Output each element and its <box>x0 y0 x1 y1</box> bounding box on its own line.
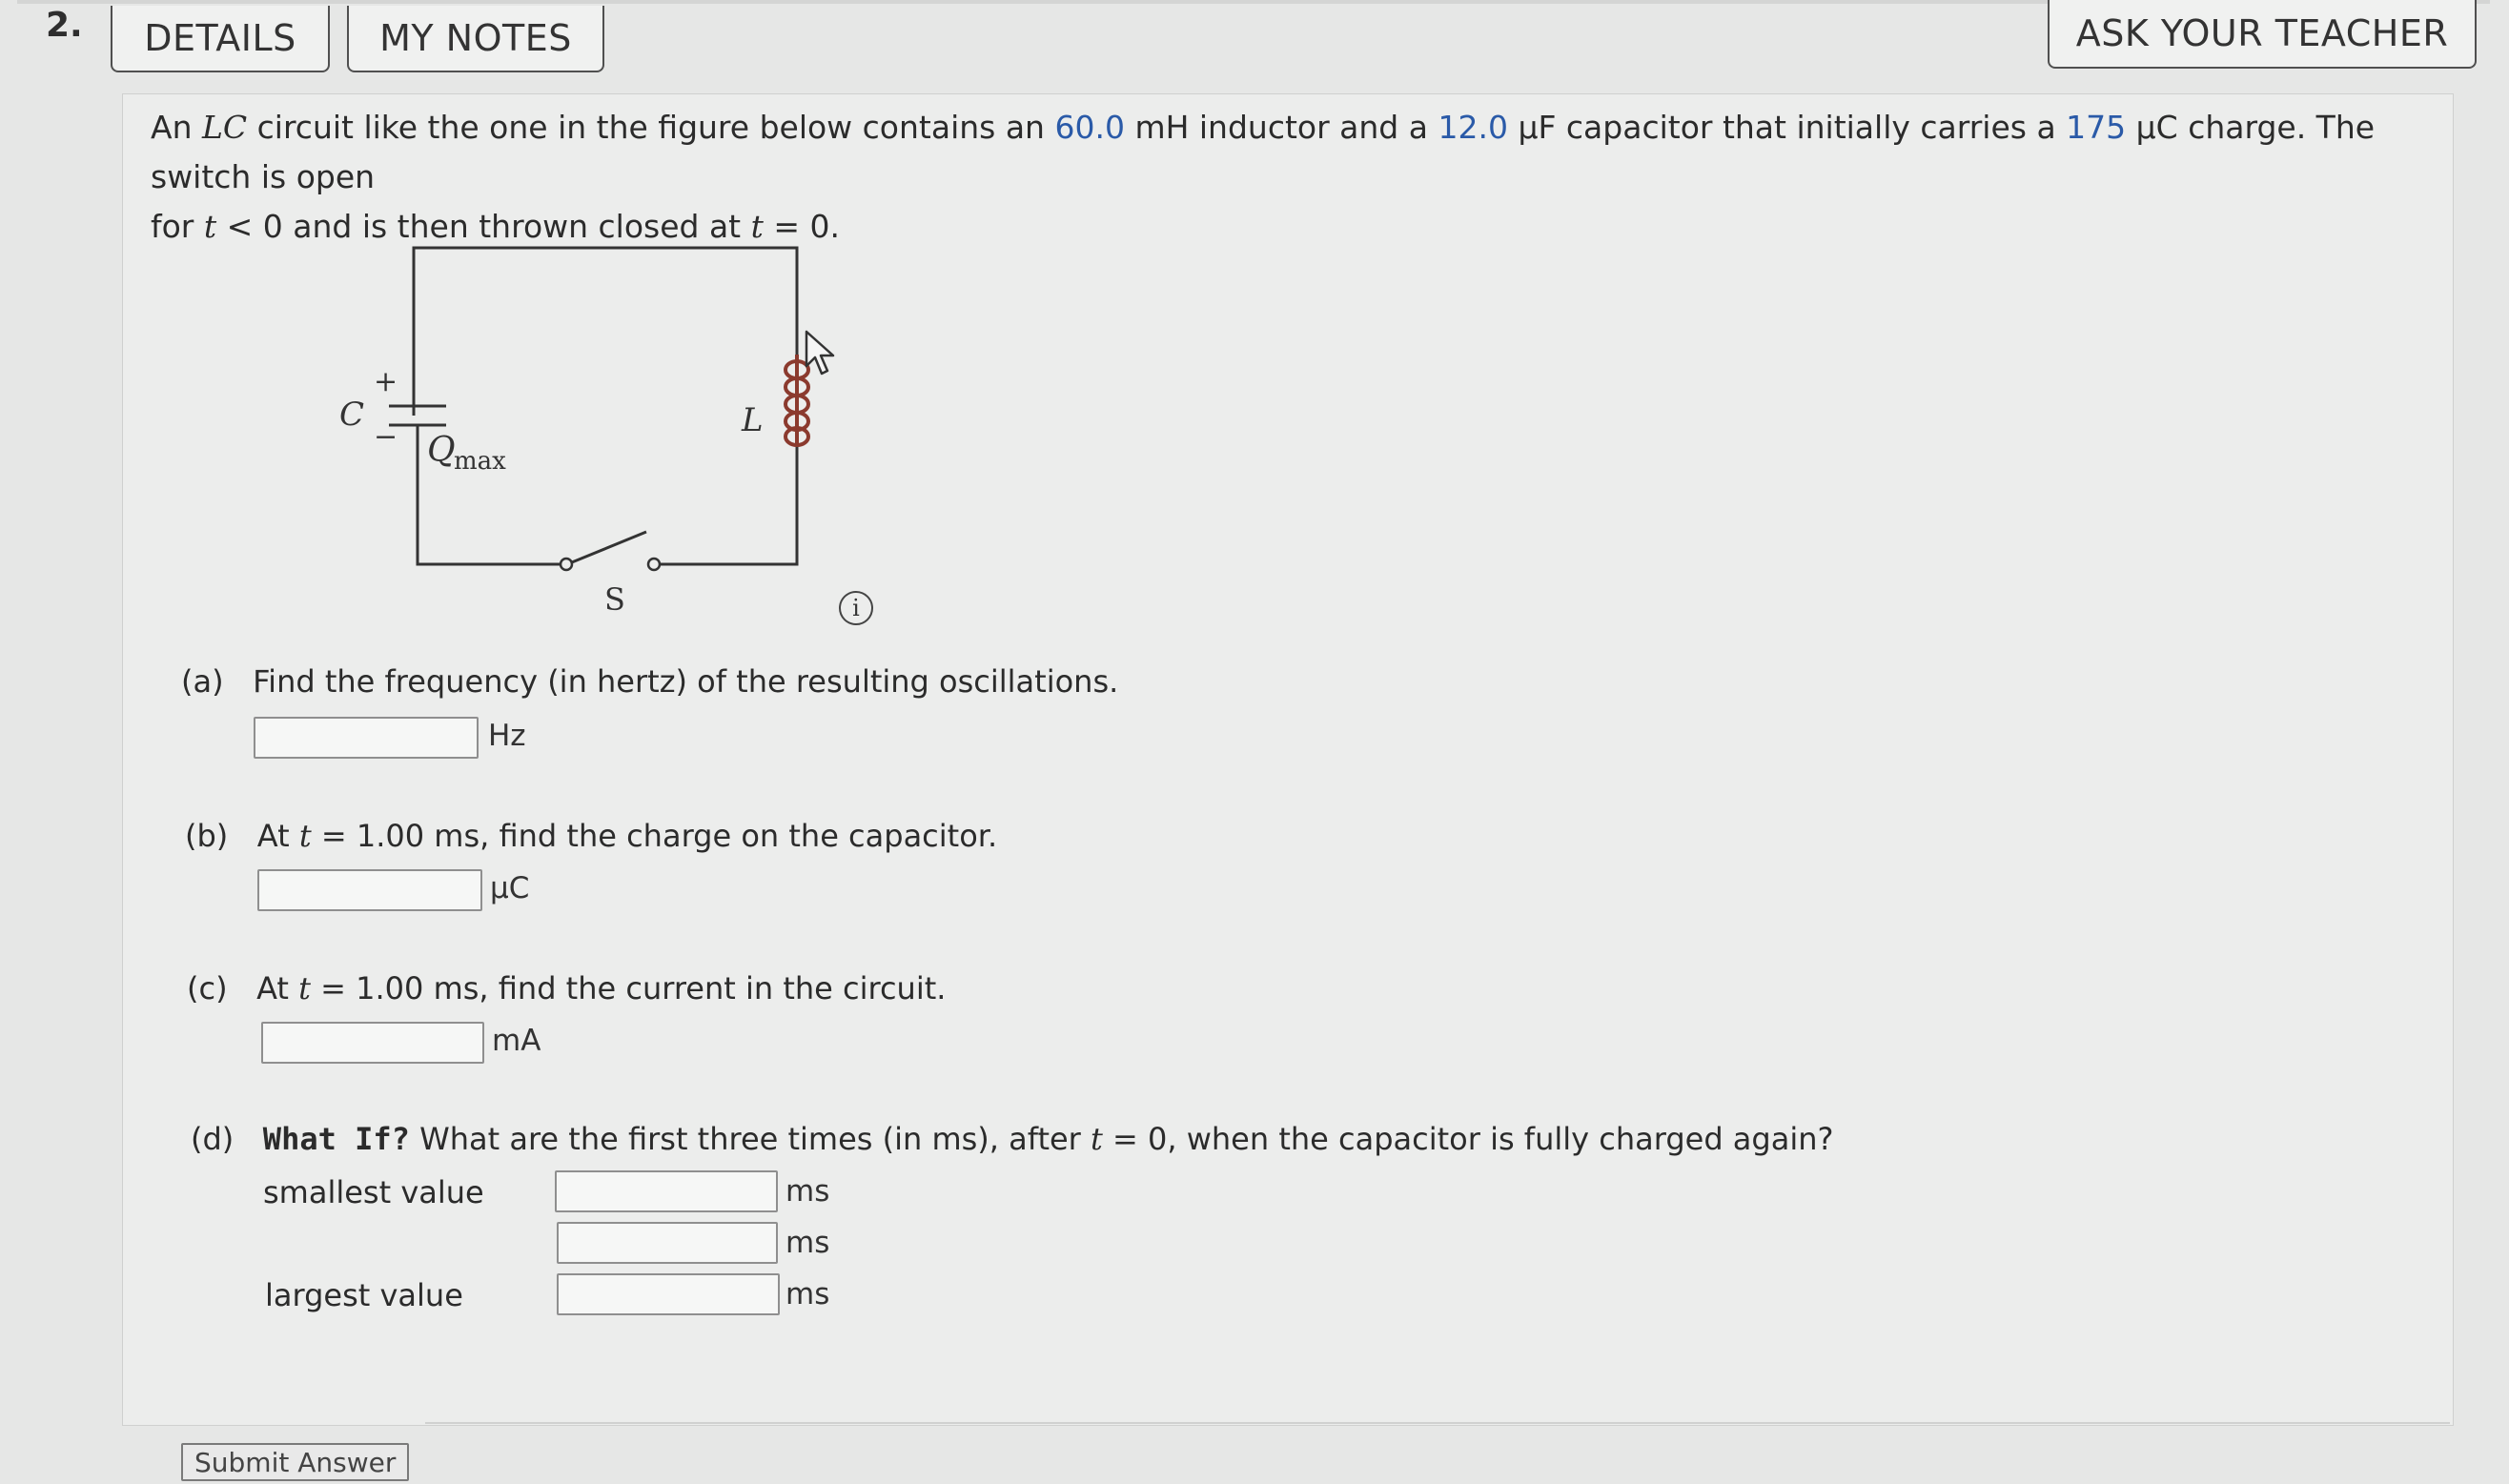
part-d-answer-input-2[interactable] <box>557 1222 778 1264</box>
part-d-answer-input-3[interactable] <box>557 1273 780 1315</box>
part-a-prompt: (a) Find the frequency (in hertz) of the resulting oscillations. <box>181 663 1119 700</box>
part-d-unit-3: ms <box>785 1277 830 1311</box>
inductance-value: 60.0 <box>1054 109 1125 146</box>
switch-label: S <box>604 581 625 618</box>
capacitor-label: C <box>339 396 365 434</box>
part-b-answer-input[interactable] <box>257 869 482 911</box>
qmax-label-sub: max <box>454 447 506 476</box>
largest-value-label: largest value <box>265 1277 463 1313</box>
switch-arm <box>567 532 646 564</box>
lc-circuit-diagram <box>324 229 858 629</box>
right-wire <box>648 444 797 564</box>
switch-terminal-right <box>648 559 660 570</box>
inductor-label: L <box>742 401 764 439</box>
top-wire <box>414 248 797 416</box>
minus-sign: − <box>374 420 398 454</box>
plus-sign: + <box>374 365 398 398</box>
part-a-unit: Hz <box>488 719 526 753</box>
smallest-value-label: smallest value <box>263 1174 484 1210</box>
bottom-divider <box>425 1422 2450 1424</box>
info-icon[interactable]: i <box>839 591 873 625</box>
ask-your-teacher-button[interactable]: ASK YOUR TEACHER <box>2048 0 2477 69</box>
part-d-unit-1: ms <box>785 1174 830 1209</box>
part-c-prompt: (c) At t = 1.00 ms, find the current in the circuit. <box>187 970 947 1006</box>
part-c-unit: mA <box>492 1024 541 1058</box>
part-b-prompt: (b) At t = 1.00 ms, find the charge on the capacitor. <box>185 818 998 854</box>
details-tab[interactable]: DETAILS <box>111 6 330 72</box>
part-c-answer-input[interactable] <box>261 1022 484 1064</box>
question-number: 2. <box>46 6 83 45</box>
charge-value: 175 <box>2066 109 2127 146</box>
problem-statement: An LC circuit like the one in the figure below contains an 60.0 mH inductor and a 12.0 µF capacitor that initially carries a 175 µC charge. The switch is open for t < 0 and is then thrown closed at t = 0. <box>151 109 2376 245</box>
capacitance-value: 12.0 <box>1438 109 1508 146</box>
part-a-answer-input[interactable] <box>254 717 479 759</box>
part-b-unit: µC <box>490 871 530 905</box>
switch-terminal-left <box>561 559 572 570</box>
mouse-cursor-icon <box>803 328 841 381</box>
submit-answer-button[interactable]: Submit Answer <box>181 1443 409 1481</box>
part-d-unit-2: ms <box>785 1226 830 1260</box>
part-d-prompt: (d) What If? What are the first three times (in ms), after t = 0, when the capacitor is fully charged again? <box>191 1121 1834 1157</box>
qmax-label-q: Q <box>427 431 456 470</box>
my-notes-tab[interactable]: MY NOTES <box>347 6 604 72</box>
part-d-answer-input-1[interactable] <box>555 1170 778 1212</box>
